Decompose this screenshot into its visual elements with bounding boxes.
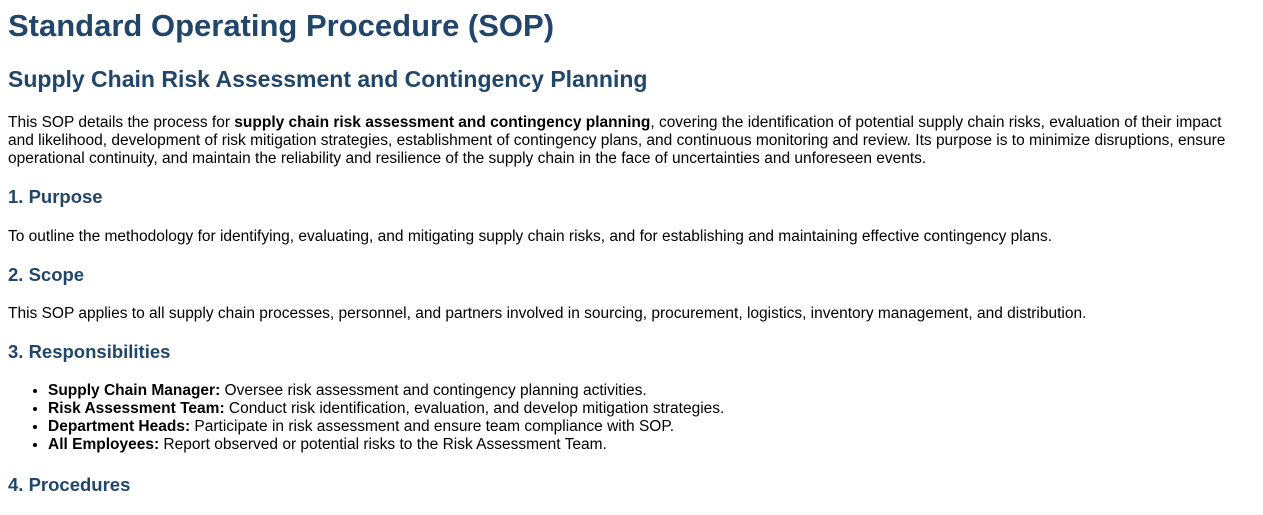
intro-paragraph xyxy=(8,114,1238,168)
list-item xyxy=(48,382,724,400)
page-title: Standard Operating Procedure (SOP) xyxy=(8,8,555,43)
list-item xyxy=(48,436,724,454)
page-subtitle: Supply Chain Risk Assessment and Contingency Planning xyxy=(8,66,648,92)
role-description: Participate in risk assessment and ensure team compliance with SOP. xyxy=(190,418,675,435)
role-description: Oversee risk assessment and contingency planning activities. xyxy=(220,382,647,399)
role-label: All Employees: xyxy=(48,436,160,453)
role-label: Supply Chain Manager: xyxy=(48,382,221,399)
responsibilities-list xyxy=(8,382,724,454)
role-label: Department Heads: xyxy=(48,418,191,435)
section-heading-purpose: 1. Purpose xyxy=(8,186,103,207)
section-heading-scope: 2. Scope xyxy=(8,264,85,285)
role-description: Conduct risk identification, evaluation, and develop mitigation strategies. xyxy=(224,400,725,417)
list-item xyxy=(48,418,724,436)
scope-text: This SOP applies to all supply chain processes, personnel, and partners involved in sourcing, procurement, logistics, inventory management, and distribution. xyxy=(8,305,1087,322)
role-description: Report observed or potential risks to the Risk Assessment Team. xyxy=(159,436,607,453)
purpose-text: To outline the methodology for identifying, evaluating, and mitigating supply chain risks, and for establishing and maintaining effective contingency plans. xyxy=(8,228,1053,245)
section-heading-procedures: 4. Procedures xyxy=(8,474,131,495)
intro-bold-text: supply chain risk assessment and contingency planning xyxy=(234,114,651,131)
list-item xyxy=(48,400,724,418)
intro-text-end: , covering the identification of potential supply chain risks, evaluation of their impact and likelihood, development of risk mitigation strategies, establishment of contingency plans, and continuous monitoring and review. Its purpose is to minimize disruptions, ensure operational continuity, and maintain the reliability and resilience of the supply chain in the face of uncertainties and unforeseen events. xyxy=(8,114,1226,167)
intro-text-start: This SOP details the process for xyxy=(8,114,235,131)
section-heading-responsibilities: 3. Responsibilities xyxy=(8,341,171,362)
role-label: Risk Assessment Team: xyxy=(48,400,225,417)
